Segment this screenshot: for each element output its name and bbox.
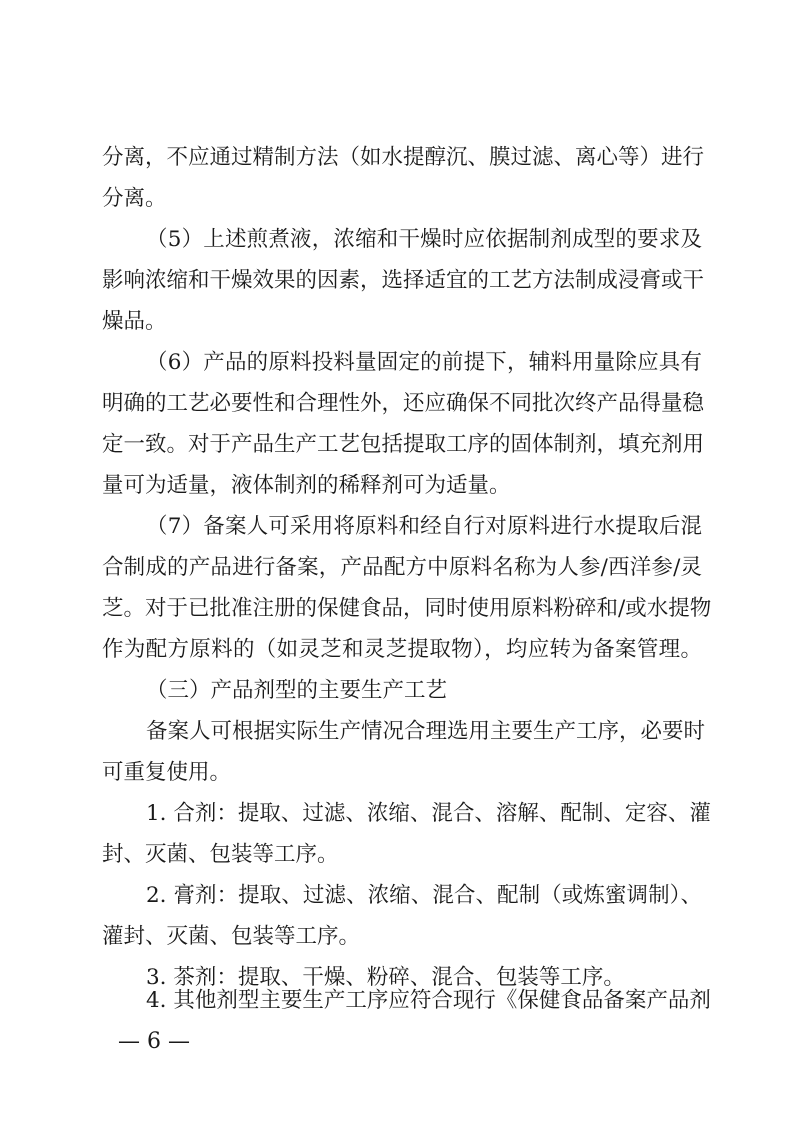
text-line-9: 量可为适量，液体制剂的稀释剂可为适量。 bbox=[102, 473, 511, 498]
text-line-6: （6）产品的原料投料量固定的前提下，辅料用量除应具有 bbox=[146, 350, 702, 375]
text-line-15: 备案人可根据实际生产情况合理选用主要生产工序，必要时 bbox=[146, 719, 706, 744]
text-line-11: 合制成的产品进行备案，产品配方中原料名称为人参/西洋参/灵 bbox=[102, 555, 702, 580]
text-line-8: 定一致。对于产品生产工艺包括提取工序的固体制剂，填充剂用 bbox=[102, 432, 705, 457]
text-line-19: 2. 膏剂：提取、过滤、浓缩、混合、配制（或炼蜜调制）、 bbox=[146, 883, 702, 908]
text-line-21: 3. 茶剂：提取、干燥、粉碎、混合、包装等工序。 bbox=[146, 965, 625, 990]
text-line-22: 4. 其他剂型主要生产工序应符合现行《保健食品备案产品剂 bbox=[146, 988, 711, 1013]
page-number: — 6 — bbox=[118, 1029, 190, 1054]
text-line-20: 灌封、灭菌、包装等工序。 bbox=[102, 924, 361, 949]
text-line-1: 分离，不应通过精制方法（如水提醇沉、膜过滤、离心等）进行 bbox=[102, 145, 705, 170]
text-line-12: 芝。对于已批准注册的保健食品，同时使用原料粉碎和/或水提物 bbox=[102, 596, 712, 621]
text-line-16: 可重复使用。 bbox=[102, 760, 232, 785]
section-heading: （三）产品剂型的主要生产工艺 bbox=[146, 678, 448, 703]
text-line-17: 1. 合剂：提取、过滤、浓缩、混合、溶解、配制、定容、灌 bbox=[146, 801, 711, 826]
text-line-3: （5）上述煎煮液，浓缩和干燥时应依据制剂成型的要求及 bbox=[146, 227, 702, 252]
text-line-18: 封、灭菌、包装等工序。 bbox=[102, 842, 339, 867]
text-line-10: （7）备案人可采用将原料和经自行对原料进行水提取后混 bbox=[146, 514, 702, 539]
text-line-2: 分离。 bbox=[102, 186, 167, 211]
text-line-4: 影响浓缩和干燥效果的因素，选择适宜的工艺方法制成浸膏或干 bbox=[102, 268, 705, 293]
text-line-7: 明确的工艺必要性和合理性外，还应确保不同批次终产品得量稳 bbox=[102, 391, 705, 416]
text-line-13: 作为配方原料的（如灵芝和灵芝提取物），均应转为备案管理。 bbox=[102, 637, 702, 662]
text-line-5: 燥品。 bbox=[102, 309, 167, 334]
